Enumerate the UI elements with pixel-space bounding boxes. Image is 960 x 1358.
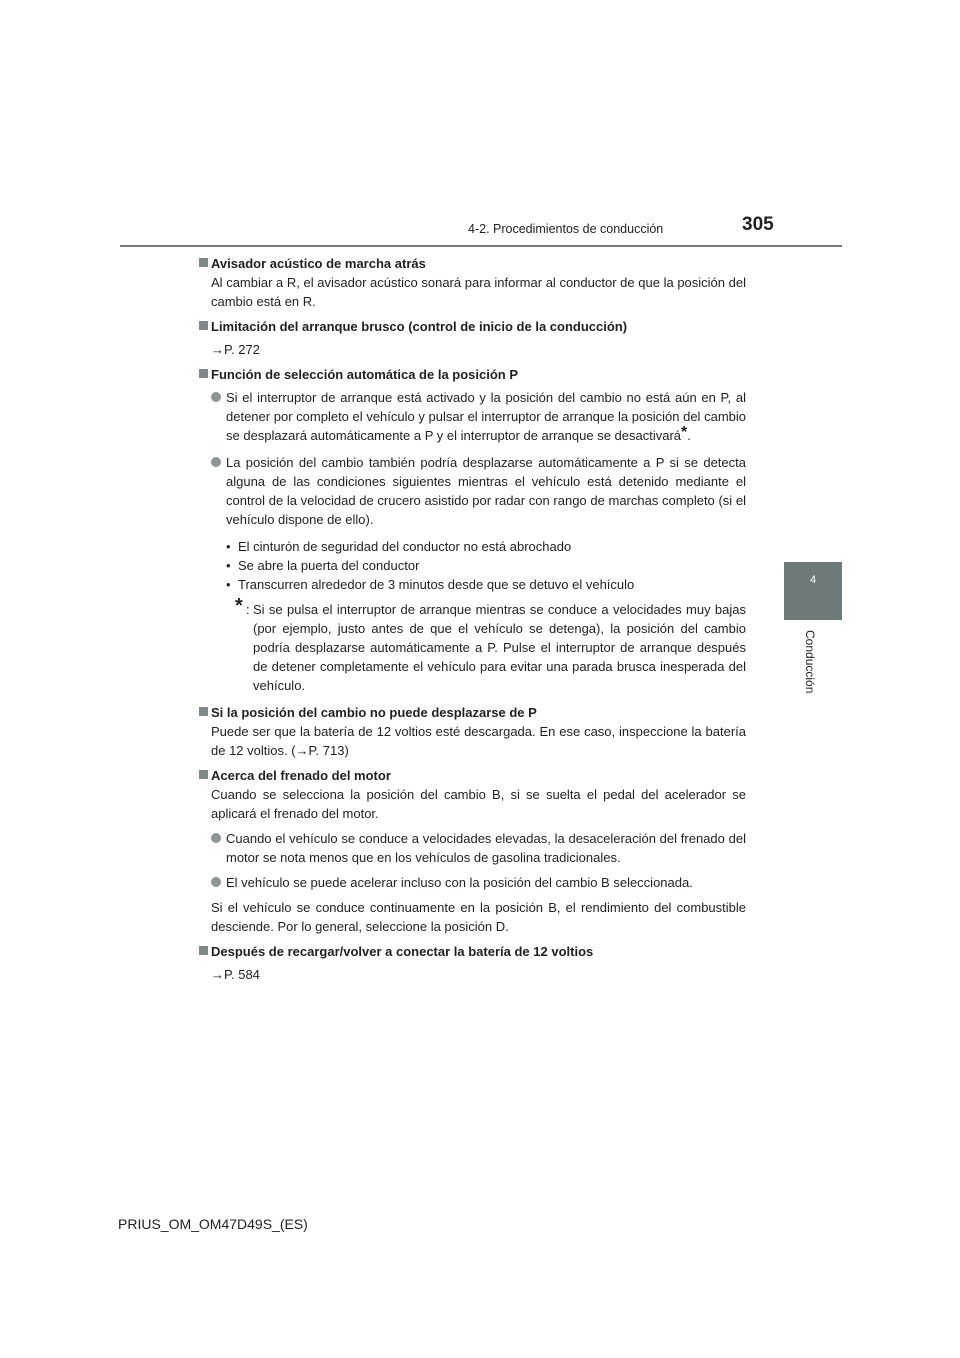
- circle-bullet-icon: [211, 457, 221, 467]
- footnote-marker: *: [681, 423, 688, 441]
- bullet-item: La posición del cambio también podría desplazarse automáticamente a P si se detecta alguna de las condiciones siguientes mientras el vehículo está detenido mediante el control de la velocidad de crucero asistido por radar con rango de marchas completo (si el vehículo dispone de ello).: [211, 453, 746, 529]
- page-reference: →P. 584: [211, 967, 260, 982]
- square-bullet-icon: [199, 369, 208, 378]
- header-divider: [120, 245, 842, 247]
- footnote-star: *: [235, 595, 243, 617]
- list-item: • El cinturón de seguridad del conductor no está abrochado: [226, 539, 572, 554]
- paragraph: Cuando se selecciona la posición del cambio B, si se suelta el pedal del acelerador se aplicará el frenado del motor.: [211, 787, 746, 821]
- square-bullet-icon: [199, 946, 208, 955]
- heading-after-recharging-battery: Después de recargar/volver a conectar la batería de 12 voltios: [199, 942, 746, 961]
- page-reference: →P. 272: [211, 342, 260, 357]
- paragraph: Si el vehículo se conduce continuamente en la posición B, el rendimiento del combustible desciende. Por lo general, seleccione la posición D.: [211, 900, 746, 934]
- chapter-tab: [784, 562, 842, 620]
- circle-bullet-icon: [211, 833, 221, 843]
- chapter-label: Conducción: [803, 630, 817, 694]
- chapter-number: 4: [809, 574, 817, 586]
- list-item: • Transcurren alrededor de 3 minutos desde que se detuvo el vehículo: [226, 577, 635, 592]
- circle-bullet-icon: [211, 877, 221, 887]
- paragraph: Puede ser que la batería de 12 voltios esté descargada. En ese caso, inspeccione la batería de 12 voltios. (→P. 713): [211, 724, 746, 758]
- heading-drive-start-control: Limitación del arranque brusco (control de inicio de la conducción): [199, 317, 746, 336]
- section-header: 4-2. Procedimientos de conducción: [468, 222, 664, 236]
- square-bullet-icon: [199, 707, 208, 716]
- bullet-item: Si el interruptor de arranque está activado y la posición del cambio no está aún en P, al detener por completo el vehículo y pulsar el interruptor de arranque la posición del cambio se desplazará automáticamente a P y el interruptor de arranque se desactivará*.: [211, 388, 746, 445]
- heading-engine-braking: Acerca del frenado del motor: [199, 766, 746, 785]
- square-bullet-icon: [199, 321, 208, 330]
- square-bullet-icon: [199, 258, 208, 267]
- circle-bullet-icon: [211, 392, 221, 402]
- footnote: * : Si se pulsa el interruptor de arranque mientras se conduce a velocidades muy bajas (por ejemplo, justo antes de que el vehículo se detenga), la posición del cambio podría desplazarse automáticamente a P. Pulse el interruptor de arranque después de detener completamente el vehículo para evitar una parada brusca inesperada del vehículo.: [235, 595, 746, 693]
- square-bullet-icon: [199, 770, 208, 779]
- page-number: 305: [742, 214, 774, 235]
- bullet-item: Cuando el vehículo se conduce a velocidades elevadas, la desaceleración del frenado del motor se nota menos que en los vehículos de gasolina tradicionales.: [211, 829, 746, 867]
- page-content: [211, 254, 746, 984]
- heading-auto-p-selection: Función de selección automática de la posición P: [199, 365, 746, 384]
- heading-cannot-shift-from-p: Si la posición del cambio no puede desplazarse de P: [199, 703, 746, 722]
- paragraph: Al cambiar a R, el avisador acústico sonará para informar al conductor de que la posición del cambio está en R.: [211, 275, 746, 309]
- list-item: • Se abre la puerta del conductor: [226, 558, 420, 573]
- document-id: PRIUS_OM_OM47D49S_(ES): [118, 1216, 308, 1232]
- heading-reverse-buzzer: Avisador acústico de marcha atrás: [199, 254, 746, 273]
- bullet-item: El vehículo se puede acelerar incluso con la posición del cambio B seleccionada.: [211, 873, 746, 892]
